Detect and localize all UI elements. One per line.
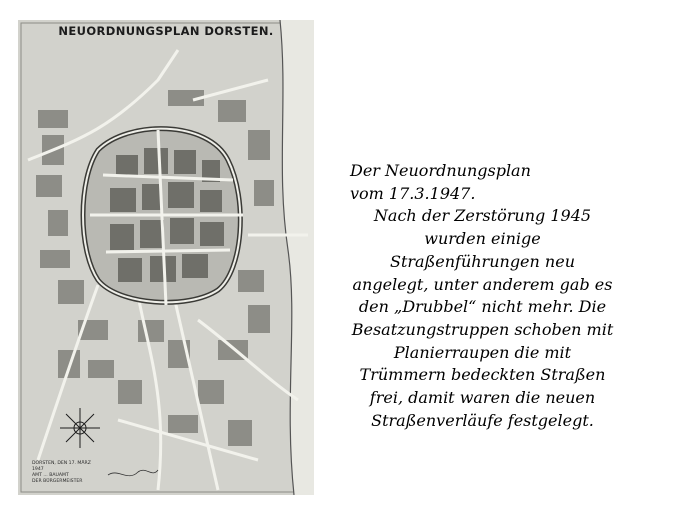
compass-rose-icon	[60, 408, 100, 448]
plan-signature-note: DORSTEN, DEN 17. MÄRZ 1947 AMT ... BAUAMT DER BÜRGERMEISTER	[32, 461, 91, 484]
caption-text-block	[350, 160, 615, 432]
city-plan-drawing	[18, 20, 314, 495]
plan-title: NEUORDNUNGSPLAN DORSTEN.	[58, 24, 274, 38]
caption-heading: Der Neuordnungsplan vom 17.3.1947.	[350, 161, 531, 203]
historic-city-plan-image	[18, 20, 314, 495]
caption-body: Nach der Zerstörung 1945 wurden einige Straßenführungen neu angelegt, unter anderem gab es den „Drubbel“ nicht mehr. Die Besatzungstruppen schoben mit Planierraupen die mit Trümmern bedeckten Straßen frei, damit waren die neuen Straßenverläufe festgelegt.	[351, 206, 614, 430]
